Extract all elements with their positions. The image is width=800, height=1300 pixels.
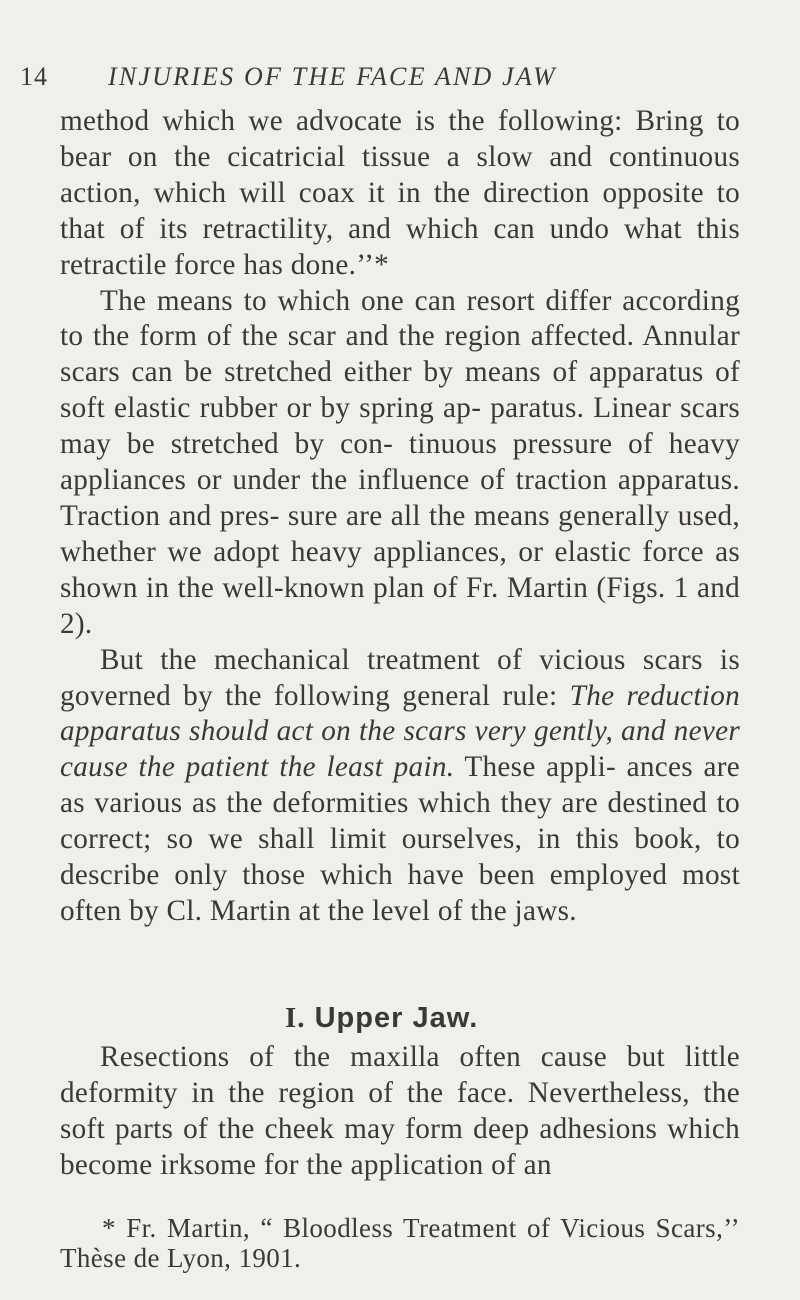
section-title: Upper Jaw. <box>314 1001 479 1034</box>
section-heading <box>60 1000 740 1036</box>
paragraph-1: method which we advocate is the following: Bring to bear on the cicatricial tissue a slow and continuous action, which will coax it in the direction opposite to that of its retractility, and which can undo what this retractile force has done.’’* <box>60 105 740 281</box>
section-paragraph: Resections of the maxilla often cause but little deformity in the region of the face. Nevertheless, the soft parts of the cheek may form deep adhesions which become irksome for the application of an <box>60 1040 740 1181</box>
reduction-rule-emphasis: The reduction apparatus should act on the scars very gently, and never cause the patient the least pain. <box>60 679 741 784</box>
page-number: 14 <box>20 62 48 91</box>
running-head-title: INJURIES OF THE FACE AND JAW <box>108 62 557 91</box>
section-numeral: I. <box>285 1001 306 1034</box>
paragraph-3-lead: But the mechanical treatment of vicious scars is governed by the following general rule: <box>60 643 740 712</box>
paragraph-3 <box>60 643 740 930</box>
page-body <box>60 104 740 1300</box>
footnote: * Fr. Martin, “ Bloodless Treatment of Vicious Scars,’’ Thèse de Lyon, 1901. <box>60 1213 740 1274</box>
paragraph-2: The means to which one can resort differ according to the form of the scar and the region affected. Annular scars can be stretched either by means of apparatus of soft elastic rubber or by spring ap- paratus. Linear scars may be stretched by con- tinuous pressure of heavy appliances or under the influence of traction apparatus. Traction and pres- sure are all the means generally used, whether we adopt heavy appliances, or elastic force as shown in the well-known plan of Fr. Martin (Figs. 1 and 2). <box>60 284 740 640</box>
running-head <box>20 62 760 102</box>
paragraph-3-tail: These appli- ances are as various as the deformities which they are destined to correct; so we shall limit ourselves, in this book, to describe only those which have been employed most often by Cl. Martin at the level of the jaws. <box>60 751 740 927</box>
